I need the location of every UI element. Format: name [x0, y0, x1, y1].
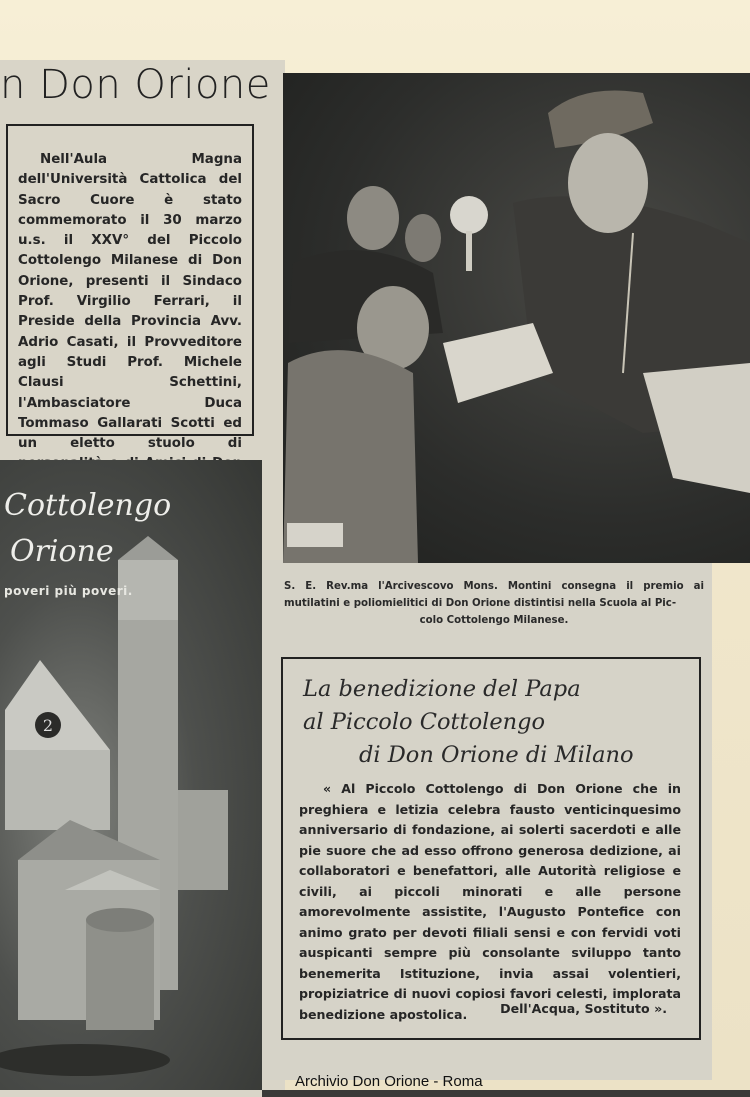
- archive-watermark: Archivio Don Orione - Roma: [295, 1073, 483, 1090]
- photo-caption: [284, 578, 704, 629]
- intro-text: Nell'Aula Magna dell'Università Cattolica del Sacro Cuore è stato commemorato il 30 marzo u.s. il XXV° del Piccolo Cottolengo Milanese di Don Orione, presenti il Sindaco Prof. Virgilio Ferrari, il Preside della Provincia Avv. Adrio Casati, il Provveditore agli Studi Prof. Michele Clausi Schettini, l'Ambasciatore Duca Tommaso Gallarati Scotti ed un eletto stuolo di: [18, 152, 242, 452]
- article-headline: n Don Orione: [0, 62, 271, 108]
- poster-tagline: poveri più poveri.: [4, 584, 133, 598]
- caption-last-line: colo Cottolengo Milanese.: [419, 615, 569, 626]
- ceremony-photo-illustration: [283, 73, 750, 563]
- papal-blessing-box: [281, 657, 701, 1040]
- scan-bottom-edge: [262, 1090, 750, 1097]
- emblem-glyph: 2: [42, 716, 54, 735]
- poster-title-line2: Orione: [10, 534, 114, 569]
- blessing-signature: Dell'Acqua, Sostituto ».: [500, 1001, 667, 1016]
- caption-text: S. E. Rev.ma l'Arcivescovo Mons. Montini consegna il premio ai mutilatini e poliomielitici di Don Orione distintisi nella Scuola al Pic-: [284, 581, 704, 609]
- blessing-text: « Al Piccolo Cottolengo di Don Orione che in preghiera e letizia celebra fausto venticinquesimo anniversario di fondazione, ai solerti sacerdoti e alle pie suore che ad esso offrono generosa dedizione, ai collaboratori e benefattori, alle Autorità religiose e civili, ai piccoli minorati e alle persone amorevolmente assistite, l'Augusto Pontefice con animo grato per devoti filiali sensi e con fervidi voti auspicanti sempre più consolante sviluppo tanto benemerita Istituzione, invia assai volentieri, propiziatrice di nuovi copiosi favori celesti, implorata benedizione apostolica.: [299, 781, 681, 1022]
- blessing-title-line2: al Piccolo Cottolengo: [303, 709, 546, 735]
- cottolengo-poster: [0, 460, 262, 1090]
- blessing-title: [303, 673, 634, 772]
- ceremony-photo: [283, 73, 750, 563]
- blessing-title-line1: La benedizione del Papa: [303, 676, 581, 702]
- poster-title-line1: Cottolengo: [4, 488, 172, 523]
- blessing-title-line3: di Don Orione di Milano: [359, 742, 634, 768]
- intro-box: [6, 124, 254, 452]
